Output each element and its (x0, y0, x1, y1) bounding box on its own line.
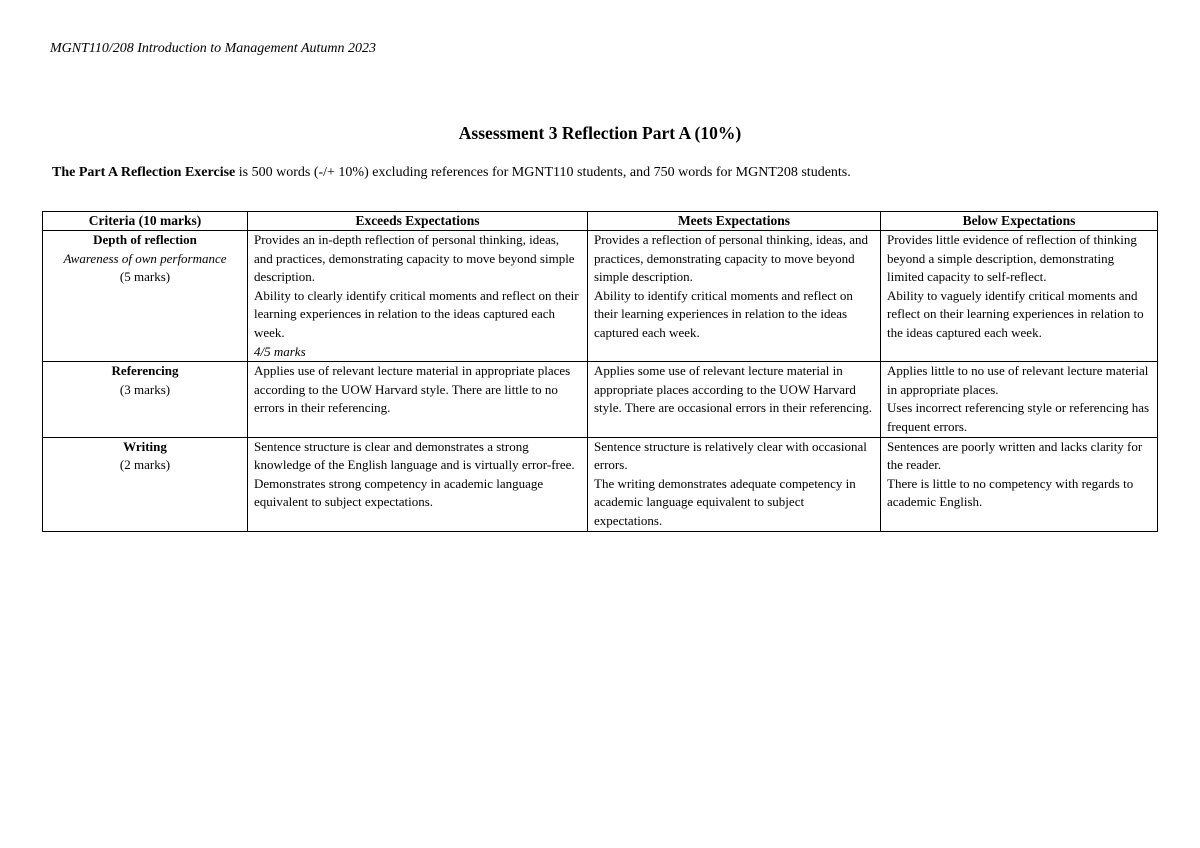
exceeds-cell (248, 362, 588, 437)
exceeds-cell (248, 437, 588, 531)
below-text: Provides little evidence of reflection of thinking beyond a simple description, demonstrating limited capacity to self-reflect. (887, 232, 1137, 285)
page-title: Assessment 3 Reflection Part A (10%) (458, 123, 742, 143)
exceeds-cell (248, 231, 588, 362)
exceeds-text: Ability to clearly identify critical moments and reflect on their learning experiences in relation to the ideas captured each week. (254, 287, 579, 340)
rubric-header-row (43, 212, 1158, 231)
below-text: Ability to vaguely identify critical moments and reflect on their learning experiences in relation to the ideas captured each week. (887, 287, 1144, 340)
meets-text: The writing demonstrates adequate competency in academic language equivalent to subject expectations. (594, 475, 856, 528)
meets-text: Provides a reflection of personal thinking, ideas, and practices, demonstrating capacity to move beyond simple description. (594, 232, 869, 285)
header-exceeds: Exceeds Expectations (248, 212, 588, 231)
rubric-table (42, 211, 1158, 532)
rubric-row-depth (43, 231, 1158, 362)
intro-bold: The Part A Reflection Exercise (52, 165, 236, 180)
criteria-subtitle: Awareness of own performance (63, 250, 227, 266)
rubric-row-writing (43, 437, 1158, 531)
below-cell (881, 437, 1158, 531)
criteria-marks: (2 marks) (119, 457, 171, 473)
below-cell (881, 362, 1158, 437)
criteria-cell (43, 231, 248, 362)
meets-text: Ability to identify critical moments and reflect on their learning experiences in relation to the ideas captured each week. (594, 287, 853, 340)
meets-text: Applies some use of relevant lecture material in appropriate places according to the UOW Harvard style. There are occasional errors in their referencing. (594, 363, 873, 416)
header-meets: Meets Expectations (588, 212, 881, 231)
marks-note: 4/5 marks (254, 343, 306, 359)
below-text: There is little to no competency with regards to academic English. (887, 475, 1134, 510)
criteria-cell (43, 362, 248, 437)
criteria-name: Depth of reflection (93, 232, 197, 247)
meets-cell (588, 231, 881, 362)
exceeds-text: Demonstrates strong competency in academic language equivalent to subject expectations. (254, 475, 544, 510)
criteria-cell (43, 437, 248, 531)
below-text: Uses incorrect referencing style or referencing has frequent errors. (887, 400, 1150, 434)
exceeds-text: Provides an in-depth reflection of personal thinking, ideas, and practices, demonstrating capacity to move beyond simple description. (254, 232, 575, 285)
below-text: Sentences are poorly written and lacks clarity for the reader. (887, 438, 1143, 473)
header-criteria: Criteria (10 marks) (43, 212, 248, 231)
intro-paragraph (52, 165, 851, 181)
document-header: MGNT110/208 Introduction to Management Autumn 2023 (50, 41, 376, 56)
below-text: Applies little to no use of relevant lecture material in appropriate places. (887, 363, 1149, 397)
exceeds-text: Applies use of relevant lecture material in appropriate places according to the UOW Harvard style. There are little to no errors in their referencing. (254, 363, 571, 416)
rubric-row-referencing (43, 362, 1158, 437)
criteria-marks: (5 marks) (119, 269, 171, 285)
meets-text: Sentence structure is relatively clear with occasional errors. (594, 438, 867, 473)
meets-cell (588, 362, 881, 437)
exceeds-text: Sentence structure is clear and demonstrates a strong knowledge of the English language and is virtually error-free. (254, 438, 575, 473)
meets-cell (588, 437, 881, 531)
criteria-marks: (3 marks) (119, 381, 171, 397)
header-below: Below Expectations (881, 212, 1158, 231)
intro-text: is 500 words (-/+ 10%) excluding references for MGNT110 students, and 750 words for MGNT208 students. (235, 165, 851, 180)
criteria-name: Writing (123, 438, 167, 454)
below-cell (881, 231, 1158, 362)
criteria-name: Referencing (111, 363, 179, 379)
